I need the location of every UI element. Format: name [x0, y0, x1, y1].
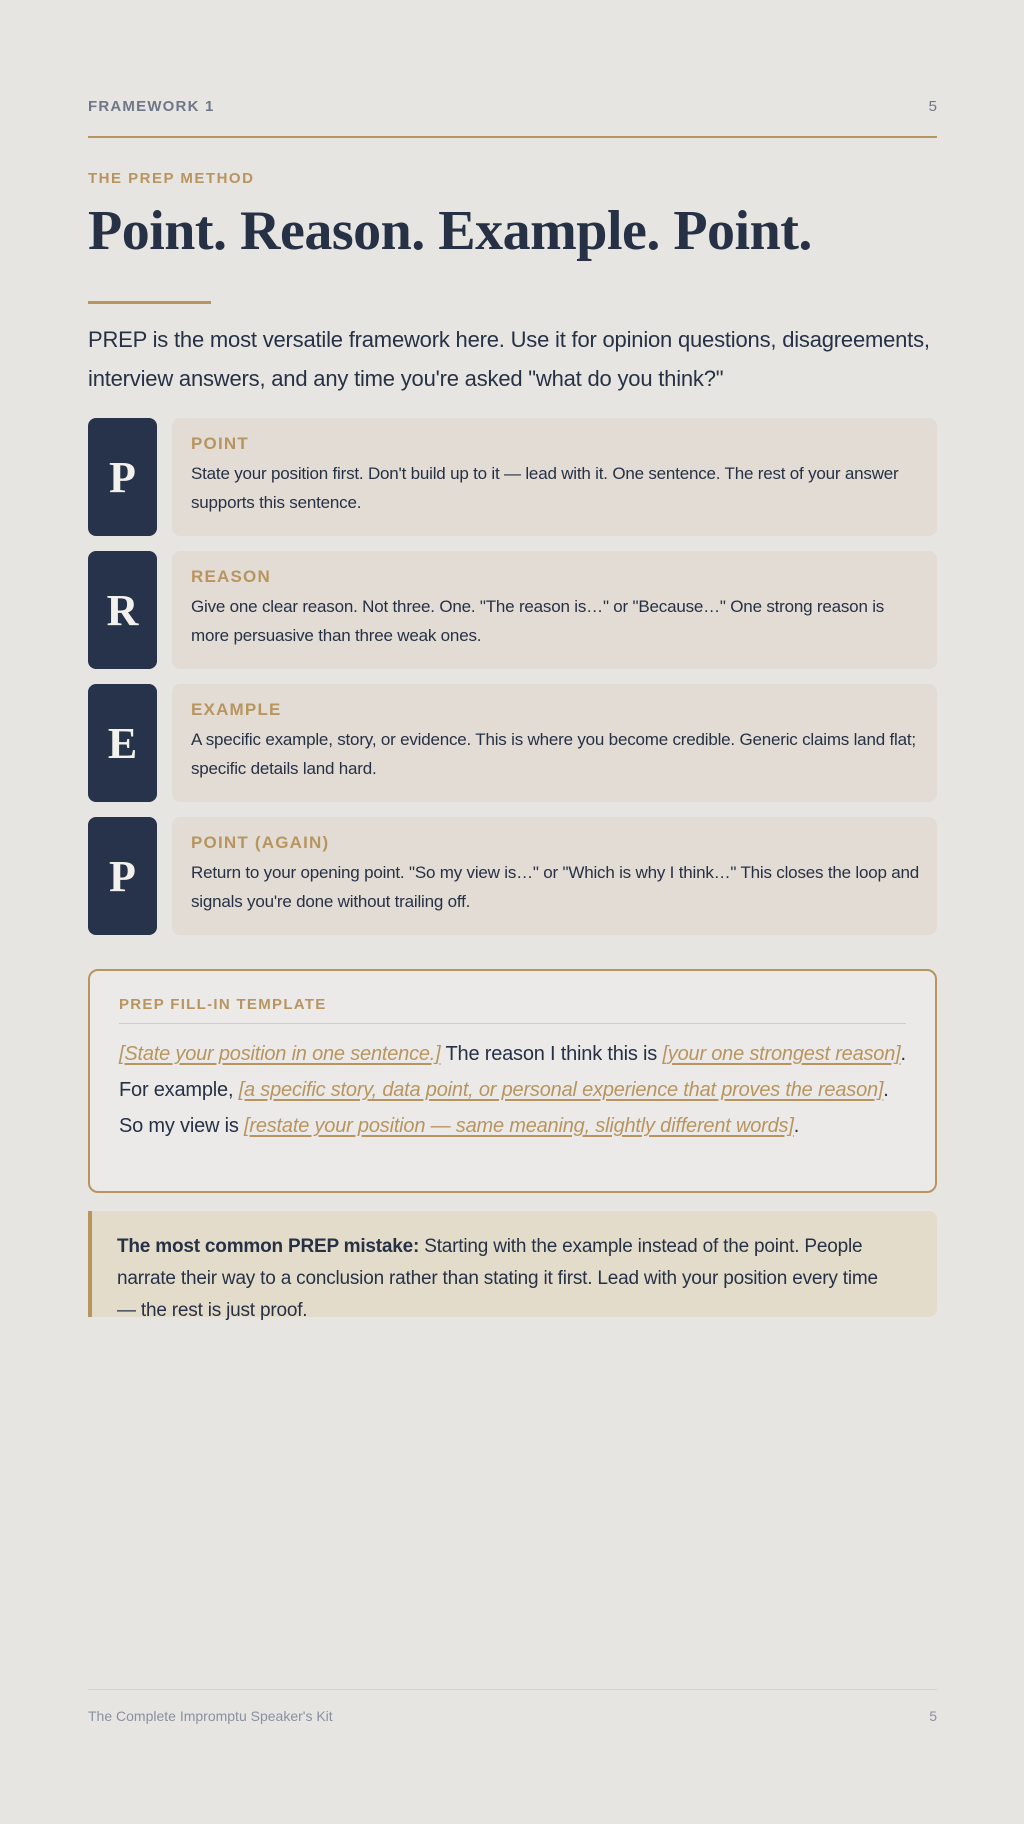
footer-divider	[88, 1689, 937, 1690]
prep-steps	[88, 418, 937, 950]
footer-page-number: 5	[929, 1708, 937, 1724]
footer-book-title: The Complete Impromptu Speaker's Kit	[88, 1708, 333, 1724]
header-divider	[88, 136, 937, 138]
title-underline	[88, 301, 211, 304]
template-label: PREP FILL-IN TEMPLATE	[119, 996, 327, 1013]
page-title: Point. Reason. Example. Point.	[88, 200, 812, 262]
step-card	[172, 817, 937, 935]
step-card	[172, 551, 937, 669]
template-connector: The reason I think this is	[440, 1043, 663, 1065]
page-footer	[88, 1708, 937, 1724]
template-connector: . For example,	[119, 1043, 906, 1101]
step-reason	[88, 551, 937, 669]
step-description: Return to your opening point. "So my view is…" or "Which is why I think…" This closes the loop and signals you're done without trailing off.	[191, 863, 920, 911]
template-blank: [State your position in one sentence.]	[119, 1043, 441, 1065]
step-card	[172, 418, 937, 536]
template-divider	[119, 1023, 906, 1024]
step-label: POINT (AGAIN)	[191, 833, 330, 852]
step-letter-badge: P	[88, 817, 157, 935]
step-description: A specific example, story, or evidence. This is where you become credible. Generic claims land flat; specific details land hard.	[191, 730, 916, 778]
step-letter-badge: R	[88, 551, 157, 669]
template-blank: [your one strongest reason]	[662, 1043, 901, 1065]
step-example	[88, 684, 937, 802]
eyebrow: THE PREP METHOD	[88, 170, 255, 187]
step-label: POINT	[191, 434, 249, 453]
callout-text: Starting with the example instead of the point. People narrate their way to a conclusion rather than stating it first. Lead with your position every time — the rest is just proof.	[117, 1236, 878, 1321]
step-letter-badge: P	[88, 418, 157, 536]
fill-in-template-box	[88, 969, 937, 1193]
template-connector: .	[793, 1115, 800, 1137]
template-text	[119, 1036, 906, 1144]
common-mistake-callout	[88, 1211, 937, 1321]
step-card	[172, 684, 937, 802]
callout-heading: The most common PREP mistake:	[117, 1236, 420, 1257]
step-point-again	[88, 817, 937, 935]
step-label: REASON	[191, 567, 271, 586]
section-label: FRAMEWORK 1	[88, 98, 215, 115]
step-label: EXAMPLE	[191, 700, 282, 719]
intro-paragraph: PREP is the most versatile framework here. Use it for opinion questions, disagreements, interview answers, and any time you're asked "what do you think?"	[88, 327, 930, 391]
template-blank: [a specific story, data point, or personal experience that proves the reason]	[238, 1079, 884, 1101]
step-letter-badge: E	[88, 684, 157, 802]
step-point	[88, 418, 937, 536]
template-connector: . So my view is	[119, 1079, 889, 1137]
header-page-number: 5	[928, 98, 937, 115]
page-header	[88, 98, 937, 115]
step-description: Give one clear reason. Not three. One. "The reason is…" or "Because…" One strong reason is more persuasive than three weak ones.	[191, 597, 885, 645]
step-description: State your position first. Don't build up to it — lead with it. One sentence. The rest of your answer supports this sentence.	[191, 464, 899, 512]
template-blank: [restate your position — same meaning, slightly different words]	[244, 1115, 794, 1137]
